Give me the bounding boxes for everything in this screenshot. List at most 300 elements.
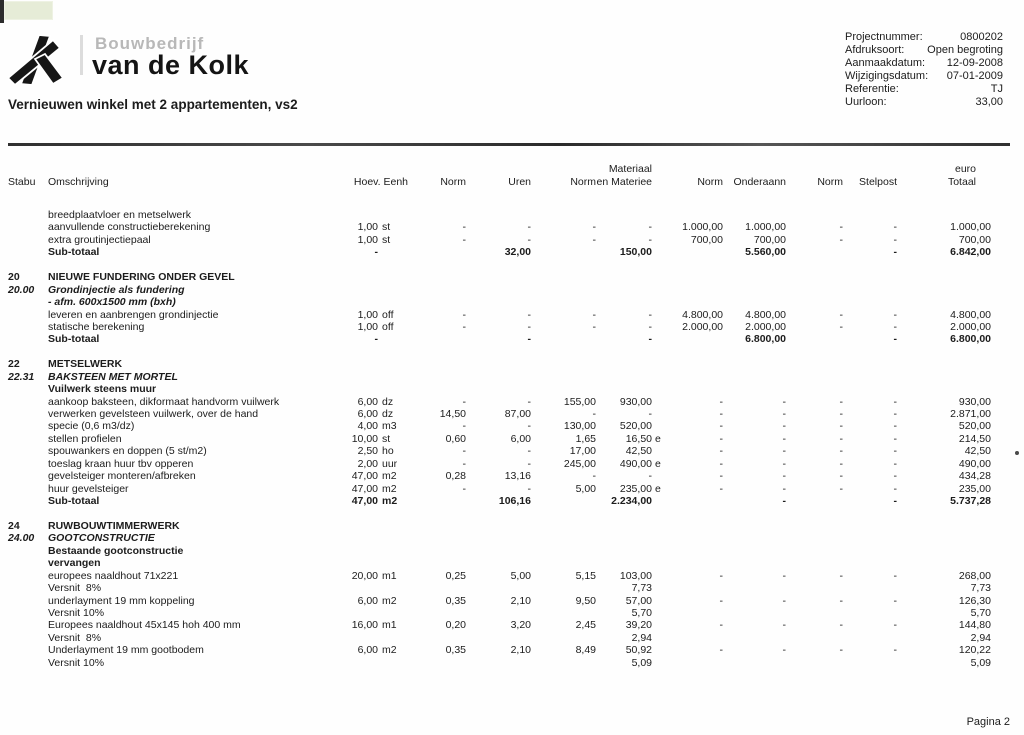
cell-omschrijving: stellen profielen bbox=[48, 432, 122, 445]
cell-omschrijving: gevelsteiger monteren/afbreken bbox=[48, 470, 196, 483]
cell-eenheid: uur bbox=[382, 457, 398, 470]
cell-materiaal: 16,50 bbox=[625, 432, 652, 445]
cell-uren: - bbox=[527, 233, 531, 246]
cell-materiaal: 39,20 bbox=[625, 619, 652, 632]
cell-stelpost: - bbox=[893, 395, 897, 408]
cell-onderaanneming: - bbox=[782, 445, 786, 458]
cell-hoeveelheid: 6,00 bbox=[357, 644, 378, 657]
table-row bbox=[8, 396, 1016, 408]
cell-hoeveelheid: 20,00 bbox=[351, 569, 378, 582]
cell-eenheid: st bbox=[382, 221, 391, 234]
cell-omschrijving: breedplaatvloer en metselwerk bbox=[48, 209, 191, 221]
cell-omschrijving: BAKSTEEN MET MORTEL bbox=[48, 370, 178, 383]
cell-uren: - bbox=[527, 221, 531, 234]
cell-norm-materiaal: 17,00 bbox=[569, 445, 596, 458]
cell-omschrijving: Versnit 8% bbox=[48, 582, 102, 595]
cell-omschrijving: verwerken gevelsteen vuilwerk, over de hand bbox=[48, 408, 259, 420]
table-row bbox=[8, 582, 1016, 594]
cell-uren: 2,10 bbox=[510, 594, 531, 607]
info-row-referentie bbox=[845, 83, 1003, 96]
cell-stelpost: - bbox=[893, 432, 897, 445]
cell-stelpost: - bbox=[893, 333, 897, 346]
cell-uren: - bbox=[527, 482, 531, 495]
table-row bbox=[8, 383, 1016, 395]
cell-onderaanneming: 1.000,00 bbox=[745, 221, 786, 234]
table-header-line2 bbox=[8, 176, 1016, 189]
cell-omschrijving: statische berekening bbox=[48, 320, 145, 333]
table-row bbox=[8, 445, 1016, 457]
cell-stelpost: - bbox=[893, 408, 897, 420]
cell-norm-arbeid: - bbox=[462, 420, 466, 433]
info-row-wijzigingsdatum bbox=[845, 70, 1003, 83]
cell-hoeveelheid: - bbox=[374, 246, 378, 259]
table-row bbox=[8, 619, 1016, 631]
cell-omschrijving: Versnit 10% bbox=[48, 656, 105, 669]
info-value: 07-01-2009 bbox=[946, 70, 1003, 82]
cell-norm-onderaanneming: 2.000,00 bbox=[682, 320, 723, 333]
cell-omschrijving: Bestaande gootconstructie bbox=[48, 544, 184, 557]
cell-e-flag: e bbox=[655, 432, 661, 445]
header-hoev-eenh: Hoev. Eenh bbox=[353, 176, 408, 188]
cell-hoeveelheid: 1,00 bbox=[357, 221, 378, 234]
cell-uren: 32,00 bbox=[504, 246, 531, 259]
table-row bbox=[8, 433, 1016, 445]
table-row bbox=[8, 557, 1016, 569]
cell-hoeveelheid: 47,00 bbox=[351, 482, 378, 495]
cell-eenheid: off bbox=[382, 308, 394, 321]
cell-norm-stelpost: - bbox=[839, 644, 843, 657]
cell-eenheid: st bbox=[382, 233, 391, 246]
table-row bbox=[8, 657, 1016, 669]
cell-onderaanneming: - bbox=[782, 470, 786, 483]
cell-totaal: 2.000,00 bbox=[950, 320, 991, 333]
cell-totaal: 520,00 bbox=[958, 420, 991, 433]
cell-norm-materiaal: - bbox=[592, 233, 596, 246]
cell-totaal: 5,70 bbox=[970, 607, 991, 619]
cell-materiaal: - bbox=[648, 470, 652, 483]
brand-tagline: Bouwbedrijf bbox=[95, 34, 205, 53]
cell-onderaanneming: 6.800,00 bbox=[745, 333, 786, 346]
info-row-uurloon bbox=[845, 96, 1003, 109]
cell-stelpost: - bbox=[893, 470, 897, 483]
cell-uren: 87,00 bbox=[504, 408, 531, 420]
cell-eenheid: dz bbox=[382, 395, 394, 408]
cell-norm-materiaal: 2,45 bbox=[575, 619, 596, 632]
table-row bbox=[8, 358, 1016, 370]
cell-omschrijving: Sub-totaal bbox=[48, 333, 100, 346]
cell-onderaanneming: - bbox=[782, 594, 786, 607]
cell-norm-onderaanneming: 4.800,00 bbox=[682, 308, 723, 321]
cell-uren: 3,20 bbox=[510, 619, 531, 632]
cell-hoeveelheid: 1,00 bbox=[357, 308, 378, 321]
cell-materiaal: 235,00 bbox=[619, 482, 652, 495]
info-label: Projectnummer: bbox=[845, 31, 923, 43]
header-norm-2: Norm bbox=[570, 176, 596, 188]
cell-norm-stelpost: - bbox=[839, 569, 843, 582]
cell-materiaal: 7,73 bbox=[631, 582, 652, 595]
cell-norm-onderaanneming: 700,00 bbox=[690, 233, 723, 246]
cell-onderaanneming: 2.000,00 bbox=[745, 320, 786, 333]
cell-stelpost: - bbox=[893, 482, 897, 495]
cell-norm-arbeid: - bbox=[462, 308, 466, 321]
table-row bbox=[8, 483, 1016, 495]
cell-stelpost: - bbox=[893, 644, 897, 657]
cell-eenheid: st bbox=[382, 432, 391, 445]
cell-norm-arbeid: 14,50 bbox=[439, 408, 466, 420]
cell-norm-arbeid: 0,25 bbox=[445, 569, 466, 582]
cell-omschrijving: toeslag kraan huur tbv opperen bbox=[48, 457, 194, 470]
cell-materiaal: 57,00 bbox=[625, 594, 652, 607]
cell-norm-materiaal: - bbox=[592, 408, 596, 420]
header-uren: Uren bbox=[508, 176, 531, 188]
cell-omschrijving: specie (0,6 m3/dz) bbox=[48, 420, 135, 433]
cell-norm-materiaal: 245,00 bbox=[563, 457, 596, 470]
cell-norm-stelpost: - bbox=[839, 408, 843, 420]
cell-materiaal: 930,00 bbox=[619, 395, 652, 408]
cell-eenheid: m2 bbox=[382, 594, 397, 607]
cell-norm-stelpost: - bbox=[839, 320, 843, 333]
cell-norm-stelpost: - bbox=[839, 221, 843, 234]
table-row bbox=[8, 595, 1016, 607]
cell-omschrijving: Versnit 8% bbox=[48, 631, 102, 644]
cell-totaal: 1.000,00 bbox=[950, 221, 991, 234]
cell-materiaal: 50,92 bbox=[625, 644, 652, 657]
cell-norm-onderaanneming: - bbox=[719, 445, 723, 458]
cell-totaal: 4.800,00 bbox=[950, 308, 991, 321]
cell-hoeveelheid: - bbox=[374, 333, 378, 346]
cell-hoeveelheid: 1,00 bbox=[357, 233, 378, 246]
cell-eenheid: m1 bbox=[382, 619, 397, 632]
cell-uren: 5,00 bbox=[510, 569, 531, 582]
scan-green-artifact bbox=[4, 1, 53, 20]
info-value: 0800202 bbox=[960, 31, 1003, 43]
cell-norm-stelpost: - bbox=[839, 432, 843, 445]
cell-materiaal: - bbox=[648, 333, 652, 346]
cell-onderaanneming: - bbox=[782, 482, 786, 495]
cell-norm-stelpost: - bbox=[839, 308, 843, 321]
table-row bbox=[8, 209, 1016, 221]
cell-omschrijving: aankoop baksteen, dikformaat handvorm vuilwerk bbox=[48, 395, 280, 408]
cell-norm-arbeid: 0,35 bbox=[445, 644, 466, 657]
table-header bbox=[8, 163, 1016, 189]
table-row bbox=[8, 371, 1016, 383]
table-row bbox=[8, 333, 1016, 345]
info-label: Uurloon: bbox=[845, 96, 887, 108]
table-row bbox=[8, 470, 1016, 482]
cell-norm-onderaanneming: - bbox=[719, 482, 723, 495]
cell-omschrijving: Grondinjectie als fundering bbox=[48, 283, 185, 296]
cell-eenheid: m3 bbox=[382, 420, 397, 433]
brand-name: van de Kolk bbox=[92, 50, 250, 80]
cell-omschrijving: Sub-totaal bbox=[48, 246, 100, 259]
cell-onderaanneming: - bbox=[782, 644, 786, 657]
cell-eenheid: m2 bbox=[382, 470, 397, 483]
cell-totaal: 2.871,00 bbox=[950, 408, 991, 420]
cell-materiaal: 2.234,00 bbox=[611, 495, 652, 508]
header-omschrijving: Omschrijving bbox=[48, 176, 109, 188]
table-row bbox=[8, 607, 1016, 619]
cell-omschrijving: europees naaldhout 71x221 bbox=[48, 569, 179, 582]
cell-norm-stelpost: - bbox=[839, 594, 843, 607]
cell-omschrijving: Sub-totaal bbox=[48, 495, 100, 508]
cell-materiaal: - bbox=[648, 408, 652, 420]
cell-hoeveelheid: 6,00 bbox=[357, 408, 378, 420]
table-row bbox=[8, 321, 1016, 333]
info-label: Afdruksoort: bbox=[845, 44, 905, 56]
cell-onderaanneming: - bbox=[782, 619, 786, 632]
header-stabu: Stabu bbox=[8, 176, 36, 188]
cell-totaal: 235,00 bbox=[958, 482, 991, 495]
cell-norm-onderaanneming: - bbox=[719, 470, 723, 483]
cell-stelpost: - bbox=[893, 320, 897, 333]
cell-materiaal: 42,50 bbox=[625, 445, 652, 458]
cell-eenheid: m2 bbox=[382, 495, 398, 508]
cell-uren: - bbox=[527, 420, 531, 433]
header-euro: euro bbox=[954, 163, 976, 175]
cell-materiaal: 2,94 bbox=[631, 631, 652, 644]
cell-norm-arbeid: - bbox=[462, 457, 466, 470]
cell-e-flag: e bbox=[655, 457, 661, 470]
table-row bbox=[8, 408, 1016, 420]
cell-totaal: 42,50 bbox=[964, 445, 991, 458]
cell-norm-arbeid: - bbox=[462, 320, 466, 333]
table-row bbox=[8, 520, 1016, 532]
cell-uren: - bbox=[527, 457, 531, 470]
cell-uren: 106,16 bbox=[498, 495, 531, 508]
project-info-block bbox=[845, 31, 1003, 109]
table-row bbox=[8, 246, 1016, 258]
cell-stabu: 24.00 bbox=[8, 532, 35, 545]
cell-eenheid: m1 bbox=[382, 569, 397, 582]
header-totaal: Totaal bbox=[947, 176, 976, 188]
cell-stabu: 24 bbox=[8, 519, 20, 532]
cell-norm-onderaanneming: - bbox=[719, 395, 723, 408]
cell-onderaanneming: 700,00 bbox=[753, 233, 786, 246]
header-norm-4: Norm bbox=[817, 176, 843, 188]
cell-uren: - bbox=[527, 395, 531, 408]
page-number: Pagina 2 bbox=[966, 716, 1010, 728]
cell-materiaal: 520,00 bbox=[619, 420, 652, 433]
cell-stelpost: - bbox=[893, 233, 897, 246]
cell-norm-stelpost: - bbox=[839, 420, 843, 433]
table-row bbox=[8, 570, 1016, 582]
cell-stelpost: - bbox=[893, 221, 897, 234]
cell-totaal: 490,00 bbox=[958, 457, 991, 470]
table-row bbox=[8, 495, 1016, 507]
cell-totaal: 5,09 bbox=[970, 656, 991, 669]
table-row bbox=[8, 458, 1016, 470]
cell-norm-arbeid: - bbox=[462, 445, 466, 458]
cell-hoeveelheid: 10,00 bbox=[351, 432, 378, 445]
table-row bbox=[8, 508, 1016, 520]
cell-totaal: 6.842,00 bbox=[950, 246, 991, 259]
cell-norm-materiaal: 8,49 bbox=[575, 644, 596, 657]
cell-omschrijving: spouwankers en doppen (5 st/m2) bbox=[48, 445, 207, 458]
cell-stelpost: - bbox=[893, 445, 897, 458]
info-row-aanmaakdatum bbox=[845, 57, 1003, 70]
cell-onderaanneming: 5.560,00 bbox=[745, 246, 786, 259]
cell-norm-materiaal: 130,00 bbox=[563, 420, 596, 433]
cell-stelpost: - bbox=[893, 308, 897, 321]
cell-omschrijving: aanvullende constructieberekening bbox=[48, 221, 211, 234]
header-onderaann: Onderaann bbox=[733, 176, 786, 188]
cell-uren: - bbox=[527, 333, 531, 346]
cell-omschrijving: METSELWERK bbox=[48, 358, 123, 371]
cell-materiaal: - bbox=[648, 320, 652, 333]
cell-totaal: 2,94 bbox=[970, 631, 991, 644]
cell-omschrijving: leveren en aanbrengen grondinjectie bbox=[48, 308, 219, 321]
cell-totaal: 700,00 bbox=[958, 233, 991, 246]
cell-totaal: 930,00 bbox=[958, 395, 991, 408]
info-label: Referentie: bbox=[845, 83, 899, 95]
cell-norm-materiaal: 155,00 bbox=[563, 395, 596, 408]
info-value: TJ bbox=[990, 83, 1003, 95]
cell-totaal: 214,50 bbox=[958, 432, 991, 445]
cell-totaal: 120,22 bbox=[958, 644, 991, 657]
cell-omschrijving: Vuilwerk steens muur bbox=[48, 383, 157, 396]
cell-totaal: 126,30 bbox=[958, 594, 991, 607]
cell-norm-materiaal: 5,15 bbox=[575, 569, 596, 582]
info-value: 12-09-2008 bbox=[946, 57, 1003, 69]
cell-stelpost: - bbox=[893, 246, 897, 259]
table-row bbox=[8, 632, 1016, 644]
table-row bbox=[8, 545, 1016, 557]
cell-norm-arbeid: 0,60 bbox=[445, 432, 466, 445]
cell-onderaanneming: - bbox=[782, 432, 786, 445]
cell-uren: - bbox=[527, 320, 531, 333]
cell-norm-onderaanneming: 1.000,00 bbox=[682, 221, 723, 234]
cell-omschrijving: - afm. 600x1500 mm (bxh) bbox=[48, 296, 176, 309]
cell-totaal: 144,80 bbox=[958, 619, 991, 632]
cell-norm-stelpost: - bbox=[839, 470, 843, 483]
cell-uren: 6,00 bbox=[510, 432, 531, 445]
cell-eenheid: ho bbox=[382, 445, 394, 458]
table-row bbox=[8, 532, 1016, 544]
cell-stelpost: - bbox=[893, 420, 897, 433]
table-row bbox=[8, 346, 1016, 358]
info-row-projectnummer bbox=[845, 31, 1003, 44]
cell-onderaanneming: - bbox=[782, 495, 786, 508]
cell-hoeveelheid: 47,00 bbox=[351, 470, 378, 483]
cell-uren: 2,10 bbox=[510, 644, 531, 657]
estimate-table-rows bbox=[8, 209, 1016, 669]
info-label: Aanmaakdatum: bbox=[845, 57, 926, 69]
cell-totaal: 6.800,00 bbox=[950, 333, 991, 346]
cell-hoeveelheid: 6,00 bbox=[357, 395, 378, 408]
cell-stelpost: - bbox=[893, 457, 897, 470]
cell-norm-arbeid: 0,35 bbox=[445, 594, 466, 607]
cell-norm-arbeid: 0,28 bbox=[445, 470, 466, 483]
info-value: Open begroting bbox=[927, 44, 1003, 56]
cell-materiaal: 150,00 bbox=[619, 246, 652, 259]
header-norm-3: Norm bbox=[697, 176, 723, 188]
cell-norm-onderaanneming: - bbox=[719, 594, 723, 607]
cell-norm-onderaanneming: - bbox=[719, 432, 723, 445]
table-header-line1 bbox=[8, 163, 1016, 176]
cell-stabu: 20 bbox=[8, 271, 20, 284]
header-materiaal-line1: Materiaal bbox=[608, 163, 652, 175]
cell-onderaanneming: - bbox=[782, 408, 786, 420]
cell-eenheid: m2 bbox=[382, 482, 397, 495]
cell-norm-materiaal: 1,65 bbox=[575, 432, 596, 445]
cell-omschrijving: GOOTCONSTRUCTIE bbox=[48, 532, 155, 545]
cell-onderaanneming: - bbox=[782, 569, 786, 582]
header-rule bbox=[8, 143, 1010, 146]
cell-stelpost: - bbox=[893, 495, 897, 508]
cell-norm-stelpost: - bbox=[839, 457, 843, 470]
cell-omschrijving: NIEUWE FUNDERING ONDER GEVEL bbox=[48, 271, 235, 284]
cell-hoeveelheid: 2,00 bbox=[357, 457, 378, 470]
cell-eenheid: m2 bbox=[382, 644, 397, 657]
cell-omschrijving: underlayment 19 mm koppeling bbox=[48, 594, 195, 607]
cell-totaal: 268,00 bbox=[958, 569, 991, 582]
table-row bbox=[8, 420, 1016, 432]
cell-hoeveelheid: 47,00 bbox=[351, 495, 378, 508]
cell-stabu: 22.31 bbox=[8, 370, 35, 383]
table-row bbox=[8, 234, 1016, 246]
cell-hoeveelheid: 6,00 bbox=[357, 594, 378, 607]
cell-totaal: 7,73 bbox=[970, 582, 991, 595]
cell-norm-materiaal: - bbox=[592, 221, 596, 234]
info-value: 33,00 bbox=[975, 96, 1003, 108]
cell-hoeveelheid: 4,00 bbox=[357, 420, 378, 433]
info-row-afdruksoort bbox=[845, 44, 1003, 57]
table-row bbox=[8, 296, 1016, 308]
cell-stelpost: - bbox=[893, 569, 897, 582]
cell-eenheid: off bbox=[382, 320, 394, 333]
cell-stabu: 22 bbox=[8, 358, 20, 371]
cell-norm-stelpost: - bbox=[839, 445, 843, 458]
cell-omschrijving: Versnit 10% bbox=[48, 607, 105, 619]
cell-materiaal: 103,00 bbox=[619, 569, 652, 582]
cell-onderaanneming: - bbox=[782, 457, 786, 470]
cell-norm-onderaanneming: - bbox=[719, 569, 723, 582]
cell-materiaal: - bbox=[648, 233, 652, 246]
cell-omschrijving: huur gevelsteiger bbox=[48, 482, 129, 495]
cell-omschrijving: vervangen bbox=[48, 557, 101, 570]
cell-onderaanneming: - bbox=[782, 420, 786, 433]
cell-hoeveelheid: 1,00 bbox=[357, 320, 378, 333]
cell-hoeveelheid: 2,50 bbox=[357, 445, 378, 458]
company-logo-icon bbox=[8, 33, 74, 92]
cell-uren: - bbox=[527, 445, 531, 458]
table-row bbox=[8, 644, 1016, 656]
cell-norm-onderaanneming: - bbox=[719, 408, 723, 420]
cell-norm-arbeid: - bbox=[462, 233, 466, 246]
table-row bbox=[8, 309, 1016, 321]
cell-norm-onderaanneming: - bbox=[719, 644, 723, 657]
cell-norm-onderaanneming: - bbox=[719, 420, 723, 433]
cell-norm-materiaal: - bbox=[592, 470, 596, 483]
project-title: Vernieuwen winkel met 2 appartementen, vs2 bbox=[8, 97, 298, 112]
table-row bbox=[8, 259, 1016, 271]
cell-stabu: 20.00 bbox=[8, 283, 35, 296]
cell-totaal: 5.737,28 bbox=[950, 495, 991, 508]
cell-materiaal: 5,70 bbox=[631, 607, 652, 619]
cell-omschrijving: RUWBOUWTIMMERWERK bbox=[48, 519, 180, 532]
cell-norm-stelpost: - bbox=[839, 395, 843, 408]
cell-materiaal: 490,00 bbox=[619, 457, 652, 470]
logo-divider bbox=[80, 35, 83, 75]
cell-omschrijving: Underlayment 19 mm gootbodem bbox=[48, 644, 204, 657]
cell-hoeveelheid: 16,00 bbox=[351, 619, 378, 632]
cell-norm-arbeid: 0,20 bbox=[445, 619, 466, 632]
cell-norm-arbeid: - bbox=[462, 482, 466, 495]
cell-uren: 13,16 bbox=[504, 470, 531, 483]
cell-omschrijving: Europees naaldhout 45x145 hoh 400 mm bbox=[48, 619, 241, 632]
header-stelpost: Stelpost bbox=[859, 176, 897, 188]
cell-omschrijving: extra groutinjectiepaal bbox=[48, 233, 151, 246]
